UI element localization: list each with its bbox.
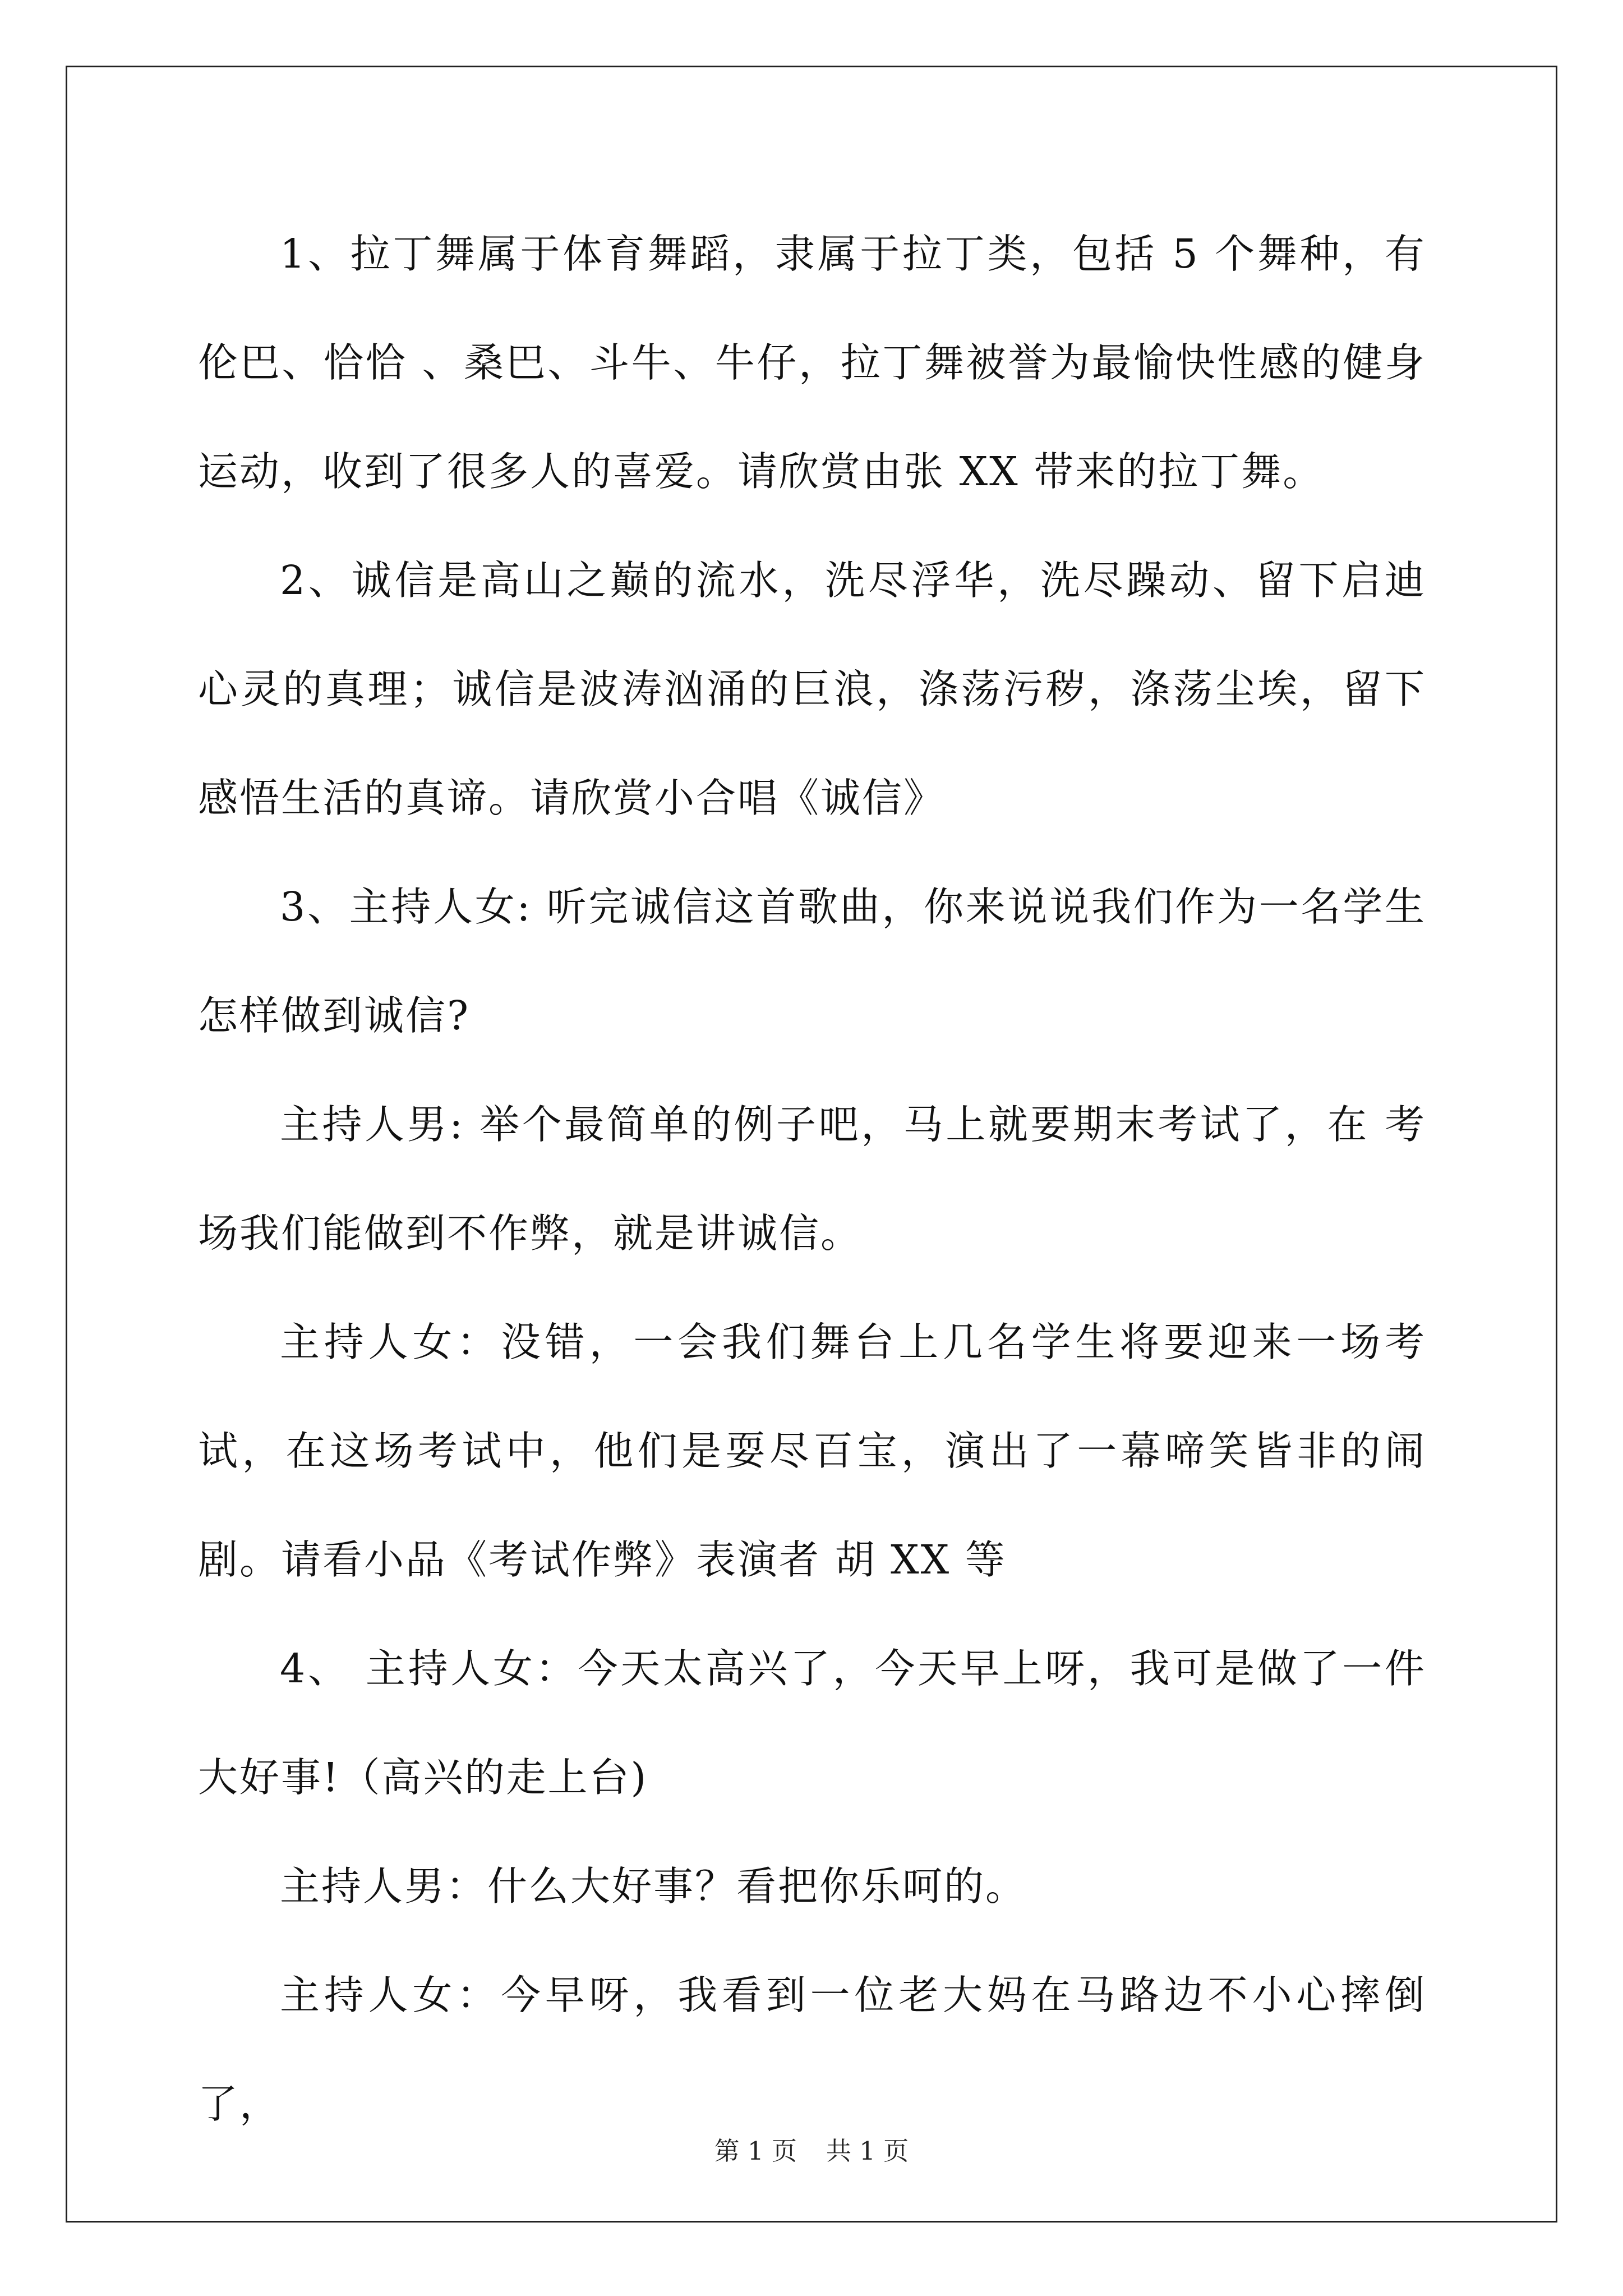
paragraph-host-male-answer: 主持人男: 举个最简单的例子吧，马上就要期末考试了，在 考场我们能做到不作弊，就是讲诚信。 xyxy=(198,1101,1426,1257)
page-number: 第 1 页 xyxy=(714,2136,797,2166)
paragraph-host-female-story: 主持人女：今早呀，我看到一位老大妈在马路边不小心摔倒了， xyxy=(198,1972,1426,2127)
paragraph-integrity: 2、诚信是高山之巅的流水，洗尽浮华，洗尽躁动、留下启迪心灵的真理；诚信是波涛汹涌的巨浪，涤荡污秽，涤荡尘埃，留下感悟生活的真谛。请欣赏小合唱《诚信》 xyxy=(198,557,1426,821)
paragraph-skit-intro: 主持人女：没错，一会我们舞台上几名学生将要迎来一场考试，在这场考试中，他们是耍尽百宝，演出了一幕啼笑皆非的闹剧。请看小品《考试作弊》表演者 胡 XX 等 xyxy=(198,1319,1426,1583)
paragraph-host-female-question: 3、主持人女: 听完诚信这首歌曲，你来说说我们作为一名学生怎样做到诚信? xyxy=(198,884,1426,1039)
page-footer xyxy=(0,2131,1623,2167)
document-body xyxy=(198,200,1426,2159)
paragraph-latin-dance: 1、拉丁舞属于体育舞蹈，隶属于拉丁类，包括 5 个舞种，有伦巴、恰恰 、桑巴、斗牛、牛仔，拉丁舞被誉为最愉快性感的健身运动，收到了很多人的喜爱。请欣赏由张 XX 带来的拉丁舞。 xyxy=(198,231,1426,495)
paragraph-host-male-reply: 主持人男：什么大好事？看把你乐呵的。 xyxy=(280,1863,1027,1910)
paragraph-good-deed: 4、 主持人女：今天太高兴了，今天早上呀，我可是做了一件大好事!（高兴的走上台) xyxy=(198,1645,1426,1801)
page-total: 共 1 页 xyxy=(826,2136,909,2166)
